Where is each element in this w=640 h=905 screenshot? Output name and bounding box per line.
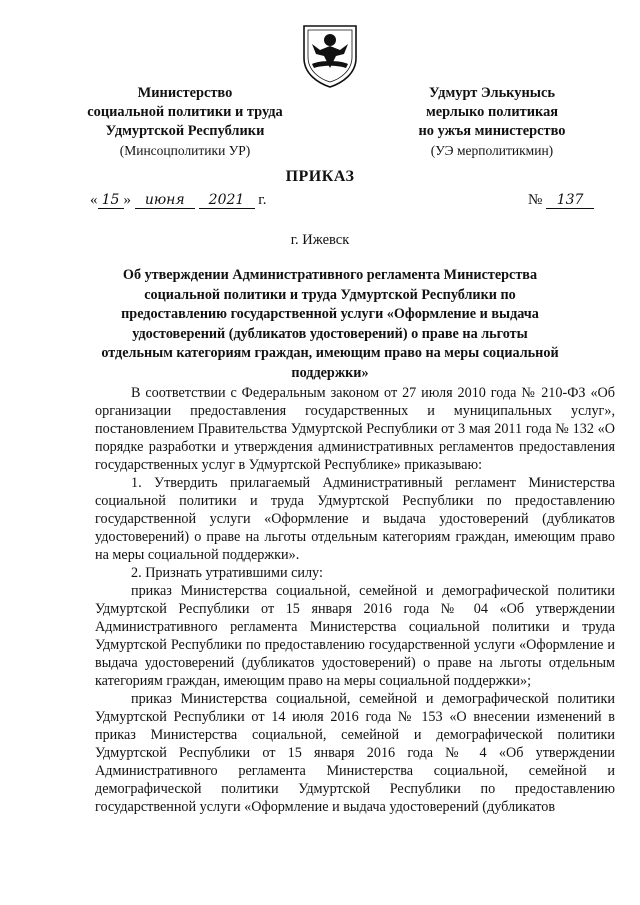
ministry-name-udm-line3: но ужъя министерство <box>418 123 566 139</box>
udmurt-coat-of-arms-icon <box>298 20 362 88</box>
paragraph-repealed-2: приказ Министерства социальной, семейной и демографической политики Удмуртской Республики от 14 июля 2016 года № 153 «О внесении изменений в приказ Министерства социальной, семейной и демографической политики Удмуртской Республики от 15 января 2016 года № 4 «Об утверждении Административного регламента Министерства социальной, семейной и демографической политики Удмуртской Республики по предоставлению государственной услуги «Оформление и выдача удостоверений (дубликатов <box>95 691 615 815</box>
date-open-quote: « <box>90 192 98 208</box>
order-year-suffix: г. <box>258 192 267 208</box>
ministry-abbr-udm: (УЭ мерполитикмин) <box>430 143 554 158</box>
ministry-name-udm-line1: Удмурт Элькунысь <box>429 85 555 101</box>
ministry-name-line3: Удмуртской Республики <box>105 123 265 139</box>
order-number-value: 137 <box>546 192 594 209</box>
order-city: г. Ижевск <box>290 232 350 248</box>
ministry-name-line1: Министерство <box>137 85 233 101</box>
paragraph-item-1: 1. Утвердить прилагаемый Административный регламент Министерства социальной политики и труда Удмуртской Республики по предоставлению государственной услуги «Оформление и выдача удостоверений (дубликатов удостоверений) о праве на льготы отдельным категориям граждан, имеющим право на меры социальной поддержки». <box>95 475 615 563</box>
order-body <box>95 384 615 816</box>
order-number-label: № <box>528 192 543 208</box>
order-number <box>528 192 594 209</box>
order-year: 2021 <box>199 192 255 209</box>
order-title: ПРИКАЗ <box>285 168 355 185</box>
ministry-name-udm-line2: мерлыко политикая <box>425 104 559 120</box>
ministry-header-ru <box>60 84 310 160</box>
order-day: 15 <box>98 192 124 209</box>
paragraph-item-2: 2. Признать утратившими силу: <box>131 565 323 581</box>
ministry-name-line2: социальной политики и труда <box>87 104 283 120</box>
date-close-quote: » <box>123 192 131 208</box>
paragraph-preamble: В соответствии с Федеральным законом от 27 июля 2010 года № 210-ФЗ «Об организации предоставления государственных и муниципальных услуг», постановлением Правительства Удмуртской Республики от 3 мая 2011 года № 132 «О порядке разработки и утверждения административных регламентов предоставления государственных услуг в Удмуртской Республике» приказываю: <box>95 385 615 473</box>
ministry-abbr: (Минсоцполитики УР) <box>119 143 251 158</box>
paragraph-repealed-1: приказ Министерства социальной, семейной и демографической политики Удмуртской Республики от 15 января 2016 года № 04 «Об утверждении Административного регламента Министерства социальной политики и труда Удмуртской Республики по предоставлению государственной услуги «Оформление и выдача удостоверений (дубликатов удостоверений) о праве на льготы отдельным категориям граждан, имеющим право на меры социальной поддержки»; <box>95 583 615 689</box>
order-subject: Об утверждении Административного регламента Министерства социальной политики и труда Удмуртской Республики по предоставлению государственной услуги «Оформление и выдача удостоверений (дубликатов удостоверений) о праве на льготы отдельным категориям граждан, имеющим право на меры социальной поддержки» <box>101 267 559 381</box>
ministry-header-udm <box>372 84 612 160</box>
order-date <box>90 192 266 209</box>
order-month: июня <box>135 192 195 209</box>
